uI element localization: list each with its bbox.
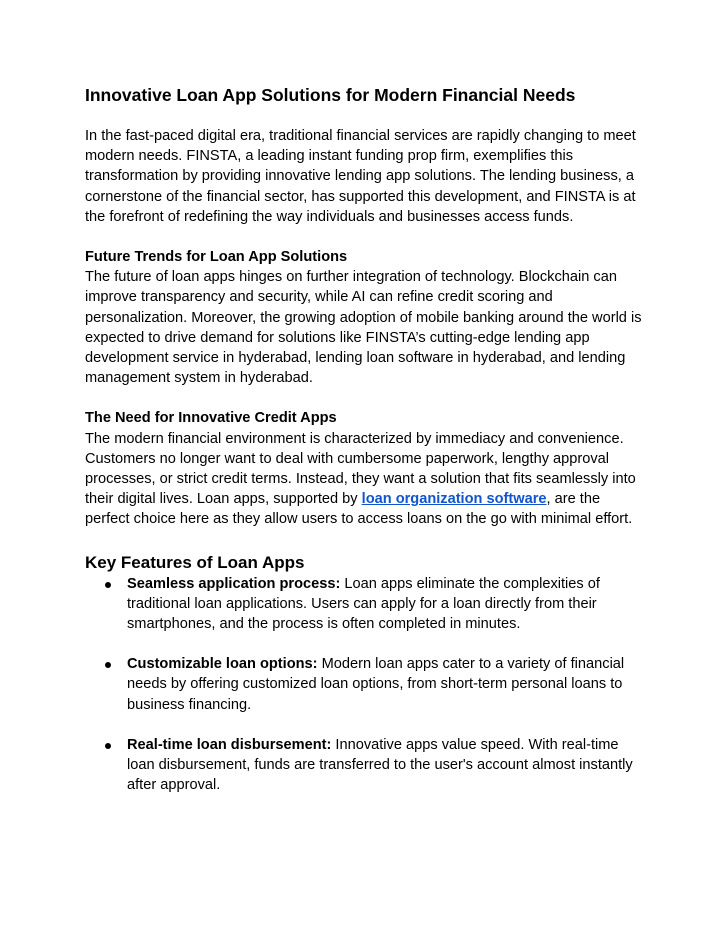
bullet-icon bbox=[105, 662, 111, 668]
feature-title: Real-time loan disbursement: bbox=[127, 736, 332, 753]
document-title: Innovative Loan App Solutions for Modern Financial Needs bbox=[85, 85, 576, 105]
feature-item bbox=[85, 574, 645, 635]
section-need-credit-apps bbox=[85, 408, 645, 529]
section-body: The future of loan apps hinges on further integration of technology. Blockchain can improve transparency and security, while AI can refine credit scoring and personalization. Moreover, the growing adoption of mobile banking around the world is expected to drive demand for solutions like FINSTA’s cutting-edge lending app development service in hyderabad, lending loan software in hyderabad, and lending management system in hyderabad. bbox=[85, 269, 642, 387]
feature-text: Loan apps eliminate the complexities of traditional loan applications. Users can apply for a loan directly from their smartphones, and the process is often completed in minutes. bbox=[127, 575, 600, 633]
feature-text: Innovative apps value speed. With real-time loan disbursement, funds are transferred to the user's account almost instantly after approval. bbox=[127, 736, 633, 794]
section-future-trends bbox=[85, 247, 645, 388]
section-body bbox=[85, 429, 645, 530]
loan-organization-software-link[interactable]: loan organization software bbox=[361, 491, 547, 508]
body-text-before-link: The modern financial environment is characterized by immediacy and convenience. Customers no longer want to deal with cumbersome paperwork, lengthy approval processes, or strict credit terms. Instead, they want a solution that fits seamlessly into their digital lives. Loan apps, supported by bbox=[85, 430, 636, 508]
body-text-after-link: , are the perfect choice here as they allow users to access loans on the go with minimal effort. bbox=[85, 491, 633, 528]
features-list bbox=[85, 574, 645, 796]
feature-title: Customizable loan options: bbox=[127, 656, 318, 673]
section-heading: The Need for Innovative Credit Apps bbox=[85, 410, 337, 427]
feature-title: Seamless application process: bbox=[127, 575, 341, 592]
bullet-icon bbox=[105, 582, 111, 588]
bullet-icon bbox=[105, 743, 111, 749]
feature-item bbox=[85, 654, 645, 715]
section-heading: Future Trends for Loan App Solutions bbox=[85, 249, 348, 266]
intro-paragraph: In the fast-paced digital era, traditional financial services are rapidly changing to meet modern needs. FINSTA, a leading instant funding prop firm, exemplifies this transformation by providing innovative lending app solutions. The lending business, a cornerstone of the financial sector, has supported this development, and FINSTA is at the forefront of redefining the way individuals and businesses access funds. bbox=[85, 128, 636, 225]
feature-item bbox=[85, 735, 645, 796]
document-page bbox=[85, 82, 645, 815]
features-heading: Key Features of Loan Apps bbox=[85, 552, 305, 572]
feature-text: Modern loan apps cater to a variety of financial needs by offering customized loan options, from short-term personal loans to business financing. bbox=[127, 656, 625, 713]
